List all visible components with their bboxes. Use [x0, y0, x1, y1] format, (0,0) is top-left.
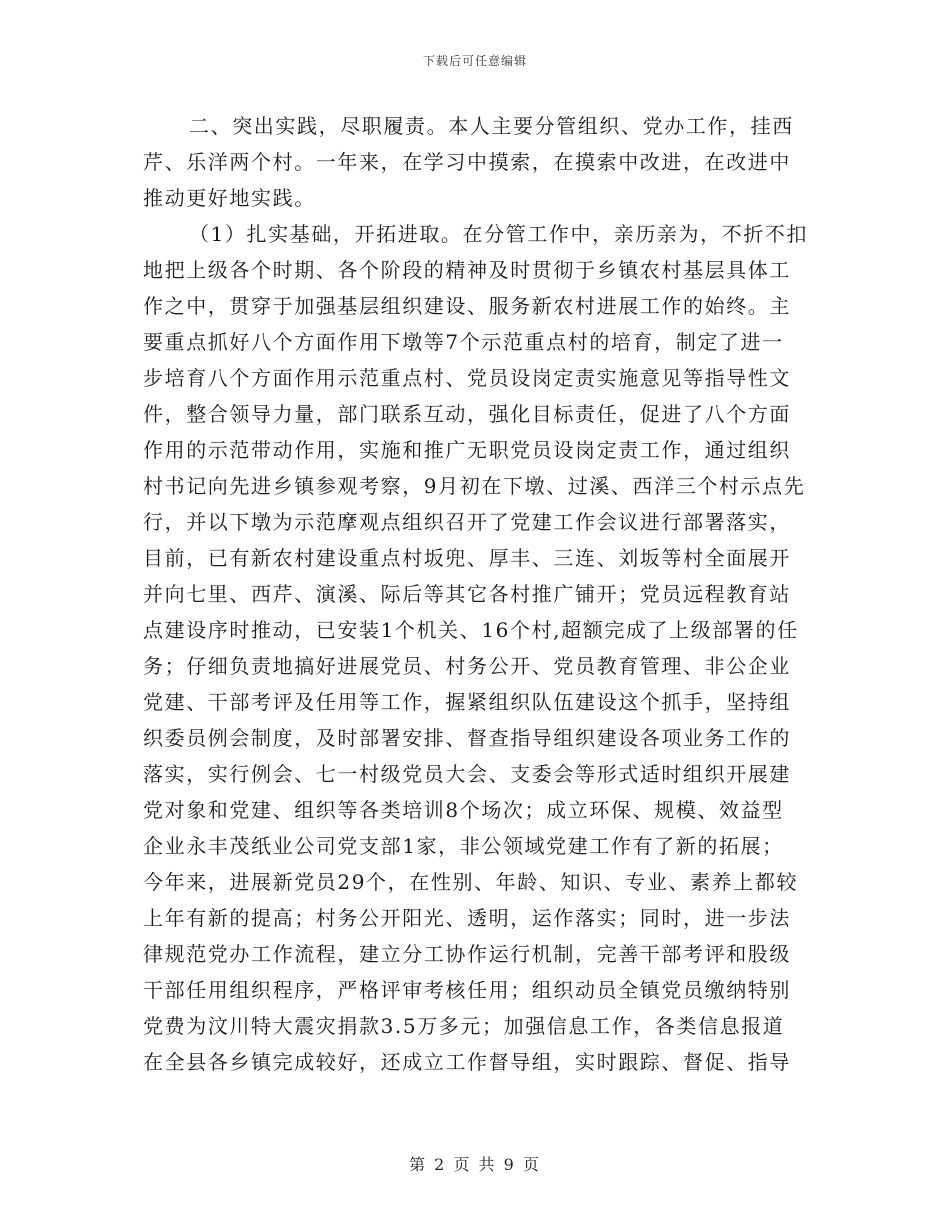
paragraph-line: 二、突出实践，尽职履责。本人主要分管组织、党办工作，挂西 [189, 114, 794, 138]
paragraph-line: 芹、乐洋两个村。一年来，在学习中摸索，在摸索中改进，在改进中 [143, 150, 791, 174]
paragraph-line: 务；仔细负责地搞好进展党员、村务公开、党员教育管理、非公企业 [143, 654, 791, 678]
paragraph-line: 并向七里、西芹、演溪、际后等其它各村推广铺开；党员远程教育站 [143, 582, 791, 606]
paragraph-line: 步培育八个方面作用示范重点村、党员设岗定责实施意见等指导性文 [143, 366, 791, 390]
page-footer: 第 2 页 共 9 页 [409, 1155, 541, 1174]
document-body [143, 108, 809, 1080]
paragraph-line: 在全县各乡镇完成较好，还成立工作督导组，实时跟踪、督促、指导 [143, 1050, 791, 1074]
paragraph-line: 织委员例会制度，及时部署安排、督查指导组织建设各项业务工作的 [143, 726, 791, 750]
paragraph-line: 要重点抓好八个方面作用下墩等7个示范重点村的培育，制定了进一 [143, 330, 784, 354]
paragraph-line: 村书记向先进乡镇参观考察，9月初在下墩、过溪、西洋三个村示点先 [143, 474, 806, 498]
page-header: 下载后可任意编辑 [422, 54, 527, 68]
paragraph-line: 件，整合领导力量，部门联系互动，强化目标责任，促进了八个方面 [143, 402, 791, 426]
paragraph-line: 干部任用组织程序，严格评审考核任用；组织动员全镇党员缴纳特别 [143, 978, 791, 1002]
paragraph-line: 律规范党办工作流程，建立分工协作运行机制，完善干部考评和股级 [143, 942, 791, 966]
paragraph-line: 党对象和党建、组织等各类培训8个场次；成立环保、规模、效益型 [143, 798, 784, 822]
paragraph-line: 党费为汶川特大震灾捐款3.5万多元；加强信息工作，各类信息报道 [143, 1014, 785, 1038]
paragraph-line: 点建设序时推动，已安装1个机关、16个村,超额完成了上级部署的任 [143, 618, 799, 642]
paragraph-line: 今年来，进展新党员29个，在性别、年龄、知识、专业、素养上都较 [143, 870, 799, 894]
paragraph-line: 目前，已有新农村建设重点村坂兜、厚丰、三连、刘坂等村全面展开 [143, 546, 791, 570]
paragraph-line: 作之中，贯穿于加强基层组织建设、服务新农村进展工作的始终。主 [143, 294, 791, 318]
paragraph-line: 上年有新的提高；村务公开阳光、透明，运作落实；同时，进一步法 [143, 906, 791, 930]
paragraph-line: 作用的示范带动作用，实施和推广无职党员设岗定责工作，通过组织 [143, 438, 791, 462]
paragraph-line: 行，并以下墩为示范摩观点组织召开了党建工作会议进行部署落实， [143, 510, 791, 534]
paragraph-line: 推动更好地实践。 [143, 186, 316, 210]
paragraph-line: 企业永丰茂纸业公司党支部1家，非公领域党建工作有了新的拓展； [143, 834, 784, 858]
paragraph-line: 地把上级各个时期、各个阶段的精神及时贯彻于乡镇农村基层具体工 [143, 258, 791, 282]
paragraph-line: （1）扎实基础，开拓进取。在分管工作中，亲历亲为，不折不扣 [189, 222, 809, 246]
paragraph-line: 党建、干部考评及任用等工作，握紧组织队伍建设这个抓手，坚持组 [143, 690, 791, 714]
paragraph-line: 落实，实行例会、七一村级党员大会、支委会等形式适时组织开展建 [143, 762, 791, 786]
